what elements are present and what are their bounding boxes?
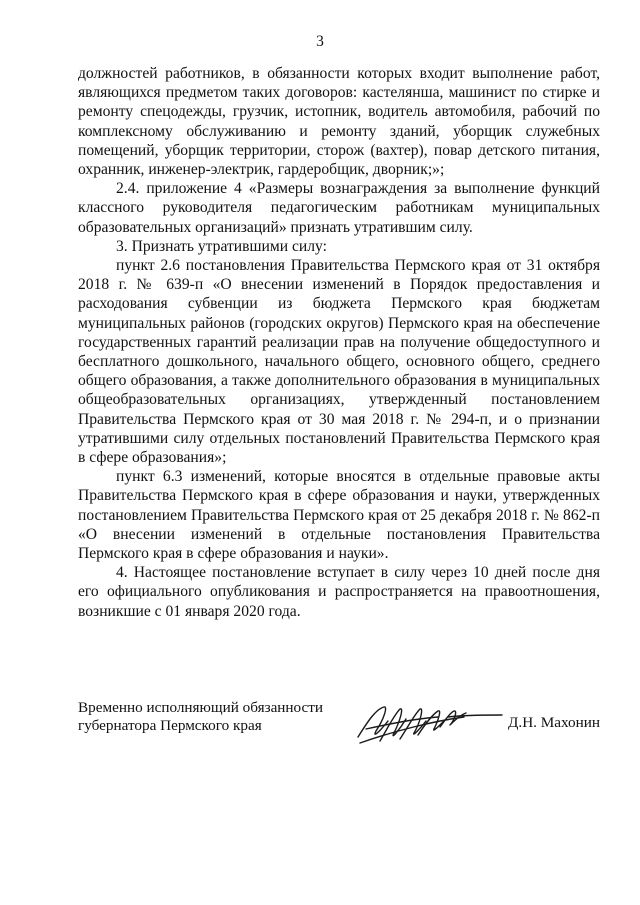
paragraph-5: пункт 6.3 изменений, которые вносятся в отдельные правовые акты Правительства Пермского края в сфере образования и науки, утвержденных постановлением Правительства Пермского края от 25 декабря 2018 г. № 862-п «О внесении изменений в отдельные постановления Правительства Пермского края в сфере образования и науки». <box>78 468 600 563</box>
paragraph-4: пункт 2.6 постановления Правительства Пермского края от 31 октября 2018 г. № 639-п «О внесении изменений в Порядок предоставления и расходования субвенции из бюджета Пермского края бюджетам муниципальных районов (городских округов) Пермского края на обеспечение государственных гарантий реализации прав на получение общедоступного и бесплатного дошкольного, начального общего, основного общего, среднего общего образования, а также дополнительного образования в муниципальных общеобразовательных организациях, утвержденный постановлением Правительства Пермского края от 30 мая 2018 г. № 294-п, и о признании утратившими силу отдельных постановлений Правительства Пермского края в сфере образования»; <box>78 257 600 467</box>
handwritten-signature <box>354 701 504 747</box>
signature-block <box>78 699 600 759</box>
signer-name: Д.Н. Махонин <box>508 714 600 731</box>
paragraph-2: 2.4. приложение 4 «Размеры вознаграждения за выполнение функций классного руководителя педагогическим работникам муниципальных образовательных организаций» признать утратившим силу. <box>78 180 600 236</box>
signer-title <box>78 699 358 735</box>
paragraph-6: 4. Настоящее постановление вступает в силу через 10 дней после дня его официального опубликования и распространяется на правоотношения, возникшие с 01 января 2020 года. <box>78 564 600 620</box>
page-number: 3 <box>316 33 324 50</box>
document-body <box>78 64 600 621</box>
paragraph-3: 3. Признать утратившими силу: <box>116 237 327 255</box>
signer-title-line-1: Временно исполняющий обязанности <box>78 699 324 716</box>
paragraph-1: должностей работников, в обязанности которых входит выполнение работ, являющихся предметом таких договоров: кастелянша, машинист по стирке и ремонту спецодежды, грузчик, истопник, водитель автомобиля, рабочий по комплексному обслуживанию и ремонту зданий, уборщик служебных помещений, уборщик территории, сторож (вахтер), повар детского питания, охранник, инженер-электрик, гардеробщик, дворник;»; <box>78 65 600 179</box>
signer-title-line-2: губернатора Пермского края <box>78 717 262 734</box>
